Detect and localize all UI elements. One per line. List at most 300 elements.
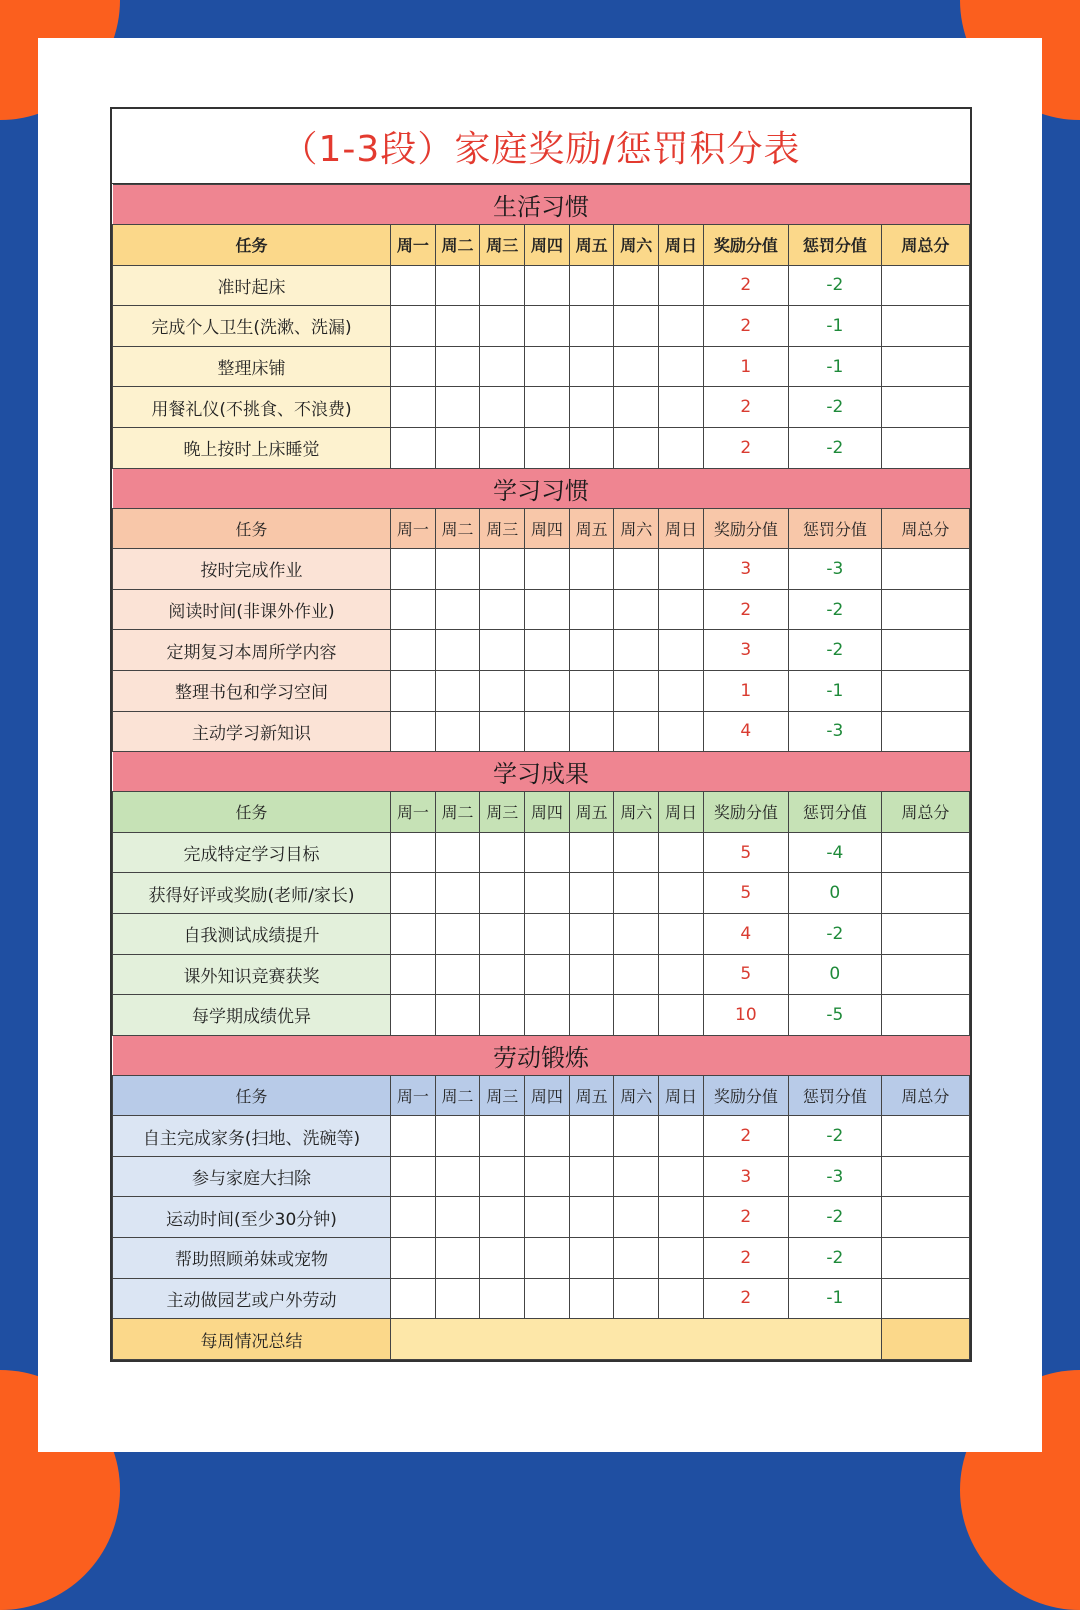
reward-value: 2 (703, 387, 788, 428)
reward-value: 3 (703, 1156, 788, 1197)
day-score-cell[interactable] (391, 427, 436, 468)
reward-value: 2 (703, 306, 788, 347)
header-day: 周日 (659, 508, 704, 549)
day-score-cell[interactable] (480, 1197, 525, 1238)
task-label: 定期复习本周所学内容 (113, 630, 391, 671)
day-score-cell[interactable] (525, 427, 570, 468)
section-header (113, 752, 970, 792)
day-score-cell[interactable] (614, 873, 659, 914)
day-score-cell[interactable] (480, 995, 525, 1036)
weekly-total-cell[interactable] (881, 589, 969, 630)
penalty-value: 0 (788, 873, 881, 914)
header-total: 周总分 (881, 225, 969, 266)
table-row (113, 954, 970, 995)
task-label: 阅读时间(非课外作业) (113, 589, 391, 630)
day-score-cell[interactable] (525, 1116, 570, 1157)
header-day: 周五 (569, 225, 614, 266)
day-score-cell[interactable] (659, 589, 704, 630)
day-score-cell[interactable] (614, 1197, 659, 1238)
day-score-cell[interactable] (569, 954, 614, 995)
section-4 (113, 1035, 970, 1319)
day-score-cell[interactable] (659, 711, 704, 752)
task-label: 用餐礼仪(不挑食、不浪费) (113, 387, 391, 428)
day-score-cell[interactable] (659, 913, 704, 954)
reward-value: 10 (703, 995, 788, 1036)
task-label: 参与家庭大扫除 (113, 1156, 391, 1197)
day-score-cell[interactable] (614, 913, 659, 954)
section-3 (113, 752, 970, 1036)
day-score-cell[interactable] (614, 832, 659, 873)
day-score-cell[interactable] (569, 1156, 614, 1197)
penalty-value: -3 (788, 549, 881, 590)
weekly-total-cell[interactable] (881, 346, 969, 387)
day-score-cell[interactable] (569, 913, 614, 954)
day-score-cell[interactable] (435, 995, 480, 1036)
weekly-summary-total[interactable] (881, 1319, 969, 1360)
reward-value: 4 (703, 913, 788, 954)
day-score-cell[interactable] (435, 427, 480, 468)
day-score-cell[interactable] (391, 670, 436, 711)
header-day: 周日 (659, 225, 704, 266)
day-score-cell[interactable] (659, 1238, 704, 1279)
day-score-cell[interactable] (391, 589, 436, 630)
penalty-value: -1 (788, 670, 881, 711)
header-penalty: 惩罚分值 (788, 508, 881, 549)
day-score-cell[interactable] (659, 1197, 704, 1238)
day-score-cell[interactable] (480, 549, 525, 590)
day-score-cell[interactable] (525, 589, 570, 630)
day-score-cell[interactable] (659, 1116, 704, 1157)
day-score-cell[interactable] (435, 670, 480, 711)
weekly-total-cell[interactable] (881, 1238, 969, 1279)
weekly-total-cell[interactable] (881, 630, 969, 671)
day-score-cell[interactable] (391, 954, 436, 995)
penalty-value: -4 (788, 832, 881, 873)
day-score-cell[interactable] (569, 711, 614, 752)
day-score-cell[interactable] (614, 630, 659, 671)
day-score-cell[interactable] (659, 832, 704, 873)
day-score-cell[interactable] (525, 873, 570, 914)
weekly-total-cell[interactable] (881, 1156, 969, 1197)
section-2 (113, 468, 970, 752)
reward-value: 5 (703, 832, 788, 873)
task-label: 每学期成绩优异 (113, 995, 391, 1036)
table-row (113, 346, 970, 387)
reward-value: 2 (703, 265, 788, 306)
penalty-value: -5 (788, 995, 881, 1036)
task-label: 自我测试成绩提升 (113, 913, 391, 954)
task-label: 准时起床 (113, 265, 391, 306)
day-score-cell[interactable] (391, 711, 436, 752)
table-row (113, 387, 970, 428)
day-score-cell[interactable] (525, 549, 570, 590)
day-score-cell[interactable] (391, 306, 436, 347)
penalty-value: -1 (788, 1278, 881, 1319)
day-score-cell[interactable] (569, 995, 614, 1036)
header-day: 周五 (569, 1075, 614, 1116)
day-score-cell[interactable] (614, 387, 659, 428)
day-score-cell[interactable] (614, 427, 659, 468)
header-penalty: 惩罚分值 (788, 1075, 881, 1116)
weekly-summary-label: 每周情况总结 (113, 1319, 391, 1360)
header-penalty: 惩罚分值 (788, 792, 881, 833)
header-day: 周六 (614, 508, 659, 549)
day-score-cell[interactable] (391, 265, 436, 306)
header-total: 周总分 (881, 508, 969, 549)
day-score-cell[interactable] (569, 873, 614, 914)
table-row (113, 711, 970, 752)
reward-value: 3 (703, 630, 788, 671)
header-day: 周日 (659, 792, 704, 833)
column-header-row (113, 225, 970, 266)
task-label: 课外知识竞赛获奖 (113, 954, 391, 995)
penalty-value: -2 (788, 427, 881, 468)
day-score-cell[interactable] (435, 265, 480, 306)
day-score-cell[interactable] (569, 306, 614, 347)
day-score-cell[interactable] (614, 711, 659, 752)
day-score-cell[interactable] (435, 306, 480, 347)
day-score-cell[interactable] (614, 1238, 659, 1279)
day-score-cell[interactable] (525, 1238, 570, 1279)
day-score-cell[interactable] (525, 832, 570, 873)
header-day: 周四 (525, 508, 570, 549)
task-label: 按时完成作业 (113, 549, 391, 590)
section-title: 学习成果 (113, 752, 970, 792)
day-score-cell[interactable] (569, 1278, 614, 1319)
task-label: 获得好评或奖励(老师/家长) (113, 873, 391, 914)
day-score-cell[interactable] (480, 630, 525, 671)
day-score-cell[interactable] (480, 589, 525, 630)
table-row (113, 873, 970, 914)
table-row (113, 1238, 970, 1279)
header-task: 任务 (113, 1075, 391, 1116)
header-task: 任务 (113, 508, 391, 549)
day-score-cell[interactable] (435, 711, 480, 752)
reward-value: 5 (703, 873, 788, 914)
day-score-cell[interactable] (480, 954, 525, 995)
day-score-cell[interactable] (391, 913, 436, 954)
day-score-cell[interactable] (525, 306, 570, 347)
table-row (113, 1278, 970, 1319)
header-day: 周一 (391, 1075, 436, 1116)
header-day: 周四 (525, 792, 570, 833)
day-score-cell[interactable] (435, 630, 480, 671)
day-score-cell[interactable] (569, 387, 614, 428)
day-score-cell[interactable] (659, 346, 704, 387)
day-score-cell[interactable] (391, 1197, 436, 1238)
weekly-total-cell[interactable] (881, 995, 969, 1036)
header-day: 周五 (569, 792, 614, 833)
header-day: 周六 (614, 792, 659, 833)
weekly-total-cell[interactable] (881, 711, 969, 752)
section-1 (113, 185, 970, 469)
day-score-cell[interactable] (480, 346, 525, 387)
day-score-cell[interactable] (569, 630, 614, 671)
table-row (113, 913, 970, 954)
day-score-cell[interactable] (525, 346, 570, 387)
day-score-cell[interactable] (525, 1278, 570, 1319)
reward-value: 5 (703, 954, 788, 995)
day-score-cell[interactable] (391, 1116, 436, 1157)
section-title: 生活习惯 (113, 185, 970, 225)
task-label: 整理书包和学习空间 (113, 670, 391, 711)
day-score-cell[interactable] (659, 306, 704, 347)
penalty-value: -1 (788, 306, 881, 347)
day-score-cell[interactable] (569, 1197, 614, 1238)
day-score-cell[interactable] (659, 265, 704, 306)
penalty-value: -3 (788, 711, 881, 752)
header-total: 周总分 (881, 1075, 969, 1116)
day-score-cell[interactable] (391, 549, 436, 590)
day-score-cell[interactable] (525, 630, 570, 671)
day-score-cell[interactable] (614, 670, 659, 711)
day-score-cell[interactable] (614, 1278, 659, 1319)
reward-value: 2 (703, 427, 788, 468)
day-score-cell[interactable] (480, 670, 525, 711)
day-score-cell[interactable] (480, 265, 525, 306)
header-day: 周一 (391, 508, 436, 549)
weekly-total-cell[interactable] (881, 913, 969, 954)
table-row (113, 1116, 970, 1157)
table-row (113, 265, 970, 306)
header-day: 周四 (525, 1075, 570, 1116)
day-score-cell[interactable] (525, 387, 570, 428)
day-score-cell[interactable] (480, 306, 525, 347)
day-score-cell[interactable] (435, 1238, 480, 1279)
day-score-cell[interactable] (569, 346, 614, 387)
day-score-cell[interactable] (569, 832, 614, 873)
weekly-total-cell[interactable] (881, 549, 969, 590)
penalty-value: 0 (788, 954, 881, 995)
day-score-cell[interactable] (435, 346, 480, 387)
section-title: 学习习惯 (113, 468, 970, 508)
header-day: 周三 (480, 1075, 525, 1116)
day-score-cell[interactable] (435, 1156, 480, 1197)
day-score-cell[interactable] (391, 832, 436, 873)
day-score-cell[interactable] (391, 995, 436, 1036)
weekly-summary-input[interactable] (391, 1319, 882, 1360)
reward-value: 1 (703, 346, 788, 387)
day-score-cell[interactable] (435, 1197, 480, 1238)
day-score-cell[interactable] (435, 954, 480, 995)
day-score-cell[interactable] (480, 832, 525, 873)
day-score-cell[interactable] (525, 711, 570, 752)
header-day: 周六 (614, 225, 659, 266)
day-score-cell[interactable] (480, 427, 525, 468)
day-score-cell[interactable] (391, 1278, 436, 1319)
day-score-cell[interactable] (480, 711, 525, 752)
reward-value: 4 (703, 711, 788, 752)
day-score-cell[interactable] (480, 387, 525, 428)
table-row (113, 995, 970, 1036)
table-row (113, 549, 970, 590)
day-score-cell[interactable] (525, 954, 570, 995)
day-score-cell[interactable] (435, 913, 480, 954)
day-score-cell[interactable] (569, 589, 614, 630)
penalty-value: -2 (788, 913, 881, 954)
day-score-cell[interactable] (480, 1156, 525, 1197)
reward-value: 2 (703, 1238, 788, 1279)
header-task: 任务 (113, 792, 391, 833)
reward-value: 2 (703, 1116, 788, 1157)
header-day: 周二 (435, 225, 480, 266)
day-score-cell[interactable] (391, 387, 436, 428)
penalty-value: -2 (788, 630, 881, 671)
task-label: 整理床铺 (113, 346, 391, 387)
table-row (113, 306, 970, 347)
day-score-cell[interactable] (391, 630, 436, 671)
weekly-summary-row (113, 1319, 970, 1360)
penalty-value: -2 (788, 265, 881, 306)
task-label: 自主完成家务(扫地、洗碗等) (113, 1116, 391, 1157)
table-row (113, 427, 970, 468)
day-score-cell[interactable] (525, 913, 570, 954)
day-score-cell[interactable] (435, 873, 480, 914)
points-sheet (110, 107, 972, 1362)
day-score-cell[interactable] (480, 913, 525, 954)
day-score-cell[interactable] (569, 1116, 614, 1157)
day-score-cell[interactable] (569, 265, 614, 306)
weekly-total-cell[interactable] (881, 1116, 969, 1157)
day-score-cell[interactable] (480, 1238, 525, 1279)
weekly-total-cell[interactable] (881, 1278, 969, 1319)
day-score-cell[interactable] (480, 873, 525, 914)
day-score-cell[interactable] (659, 630, 704, 671)
day-score-cell[interactable] (435, 832, 480, 873)
column-header-row (113, 792, 970, 833)
day-score-cell[interactable] (525, 670, 570, 711)
task-label: 晚上按时上床睡觉 (113, 427, 391, 468)
reward-value: 1 (703, 670, 788, 711)
table-row (113, 832, 970, 873)
day-score-cell[interactable] (614, 265, 659, 306)
weekly-total-cell[interactable] (881, 670, 969, 711)
penalty-value: -2 (788, 1238, 881, 1279)
header-day: 周二 (435, 792, 480, 833)
day-score-cell[interactable] (614, 954, 659, 995)
points-table (112, 184, 970, 1360)
header-day: 周三 (480, 508, 525, 549)
day-score-cell[interactable] (659, 387, 704, 428)
day-score-cell[interactable] (659, 995, 704, 1036)
day-score-cell[interactable] (614, 1116, 659, 1157)
task-label: 完成特定学习目标 (113, 832, 391, 873)
day-score-cell[interactable] (614, 995, 659, 1036)
header-day: 周日 (659, 1075, 704, 1116)
weekly-total-cell[interactable] (881, 1197, 969, 1238)
penalty-value: -2 (788, 1197, 881, 1238)
section-header (113, 1035, 970, 1075)
header-day: 周一 (391, 225, 436, 266)
reward-value: 3 (703, 549, 788, 590)
day-score-cell[interactable] (614, 306, 659, 347)
section-header (113, 185, 970, 225)
column-header-row (113, 1075, 970, 1116)
day-score-cell[interactable] (525, 1156, 570, 1197)
header-day: 周五 (569, 508, 614, 549)
header-reward: 奖励分值 (703, 792, 788, 833)
header-day: 周六 (614, 1075, 659, 1116)
day-score-cell[interactable] (480, 1116, 525, 1157)
day-score-cell[interactable] (435, 549, 480, 590)
header-day: 周二 (435, 508, 480, 549)
task-label: 主动学习新知识 (113, 711, 391, 752)
header-total: 周总分 (881, 792, 969, 833)
weekly-total-cell[interactable] (881, 832, 969, 873)
table-row (113, 630, 970, 671)
sheet-title: （1-3段）家庭奖励/惩罚积分表 (112, 109, 970, 184)
day-score-cell[interactable] (391, 346, 436, 387)
day-score-cell[interactable] (525, 1197, 570, 1238)
day-score-cell[interactable] (435, 1116, 480, 1157)
section-header (113, 468, 970, 508)
task-label: 帮助照顾弟妹或宠物 (113, 1238, 391, 1279)
table-row (113, 589, 970, 630)
day-score-cell[interactable] (659, 549, 704, 590)
table-row (113, 1197, 970, 1238)
penalty-value: -1 (788, 346, 881, 387)
day-score-cell[interactable] (614, 1156, 659, 1197)
weekly-total-cell[interactable] (881, 387, 969, 428)
day-score-cell[interactable] (569, 427, 614, 468)
day-score-cell[interactable] (569, 1238, 614, 1279)
header-day: 周二 (435, 1075, 480, 1116)
day-score-cell[interactable] (435, 387, 480, 428)
task-label: 完成个人卫生(洗漱、洗漏) (113, 306, 391, 347)
table-row (113, 670, 970, 711)
header-reward: 奖励分值 (703, 508, 788, 549)
reward-value: 2 (703, 1197, 788, 1238)
day-score-cell[interactable] (569, 670, 614, 711)
day-score-cell[interactable] (569, 549, 614, 590)
task-label: 运动时间(至少30分钟) (113, 1197, 391, 1238)
day-score-cell[interactable] (525, 265, 570, 306)
weekly-total-cell[interactable] (881, 306, 969, 347)
day-score-cell[interactable] (614, 346, 659, 387)
day-score-cell[interactable] (435, 589, 480, 630)
header-reward: 奖励分值 (703, 225, 788, 266)
day-score-cell[interactable] (659, 670, 704, 711)
weekly-total-cell[interactable] (881, 954, 969, 995)
header-reward: 奖励分值 (703, 1075, 788, 1116)
penalty-value: -2 (788, 589, 881, 630)
day-score-cell[interactable] (480, 1278, 525, 1319)
penalty-value: -2 (788, 387, 881, 428)
column-header-row (113, 508, 970, 549)
day-score-cell[interactable] (614, 549, 659, 590)
task-label: 主动做园艺或户外劳动 (113, 1278, 391, 1319)
weekly-total-cell[interactable] (881, 265, 969, 306)
reward-value: 2 (703, 589, 788, 630)
day-score-cell[interactable] (391, 1156, 436, 1197)
penalty-value: -3 (788, 1156, 881, 1197)
weekly-total-cell[interactable] (881, 873, 969, 914)
day-score-cell[interactable] (525, 995, 570, 1036)
day-score-cell[interactable] (614, 589, 659, 630)
day-score-cell[interactable] (659, 1156, 704, 1197)
weekly-total-cell[interactable] (881, 427, 969, 468)
day-score-cell[interactable] (659, 1278, 704, 1319)
table-row (113, 1156, 970, 1197)
day-score-cell[interactable] (659, 954, 704, 995)
day-score-cell[interactable] (391, 1238, 436, 1279)
header-day: 周一 (391, 792, 436, 833)
day-score-cell[interactable] (391, 873, 436, 914)
day-score-cell[interactable] (659, 873, 704, 914)
day-score-cell[interactable] (659, 427, 704, 468)
header-day: 周三 (480, 792, 525, 833)
day-score-cell[interactable] (435, 1278, 480, 1319)
